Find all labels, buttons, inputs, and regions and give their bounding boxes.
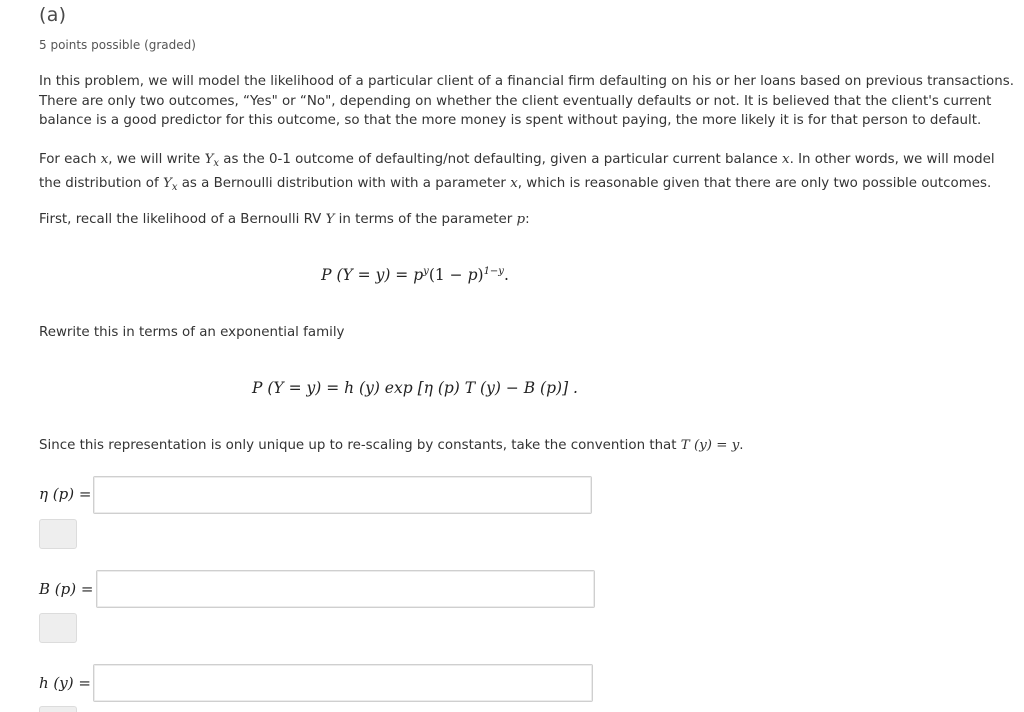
h-label: h (y) = (39, 674, 91, 692)
intro-line-1: In this problem, we will model the likelihood of a particular client of a financial firm defaulting on his or her loans based on previous transactions. (39, 74, 1014, 89)
h-preview-box (39, 706, 77, 712)
b-preview-box (39, 613, 77, 643)
bernoulli-likelihood-equation: P $(Y = y) = p^y(1 - p)^{1-y}$. (321, 266, 509, 284)
model-paragraph (39, 150, 999, 197)
points-possible: 5 points possible (graded) (39, 38, 196, 52)
model-line-1: For each x, we will write $Y_x$ as the 0-1 outcome of defaulting/not defaulting, given a particular current balance x. In other words, we will model (39, 152, 995, 169)
intro-line-2: There are only two outcomes, “Yes" or “No", depending on whether the client eventually defaults or not. It is believed that the client's current (39, 93, 992, 109)
h-input[interactable] (93, 664, 593, 702)
eta-preview-box (39, 519, 77, 549)
b-input[interactable] (96, 570, 595, 608)
part-title: (a) (39, 4, 67, 26)
eta-label: η (p) = (39, 485, 92, 503)
recall-paragraph: First, recall the likelihood of a Bernoulli RV Y in terms of the parameter p: (39, 212, 530, 227)
b-label: B (p) = (39, 580, 94, 598)
eta-input[interactable] (93, 476, 592, 514)
rewrite-instruction: Rewrite this in terms of an exponential family (39, 325, 345, 340)
model-line-2: the distribution of $Y_x$ as a Bernoulli distribution with with a parameter x, which is reasonable given that there are only two possible outcomes. (39, 175, 992, 193)
convention-paragraph: Since this representation is only unique up to re-scaling by constants, take the convention that T (y) = y. (39, 438, 744, 453)
exponential-family-equation: P (Y = y) = h (y) exp [η (p) T (y) − B (p)] . (252, 379, 578, 397)
intro-paragraph (39, 72, 1014, 131)
intro-line-3: balance is a good predictor for this outcome, so that the more money is spent without paying, the more likely it is for that person to default. (39, 113, 982, 128)
